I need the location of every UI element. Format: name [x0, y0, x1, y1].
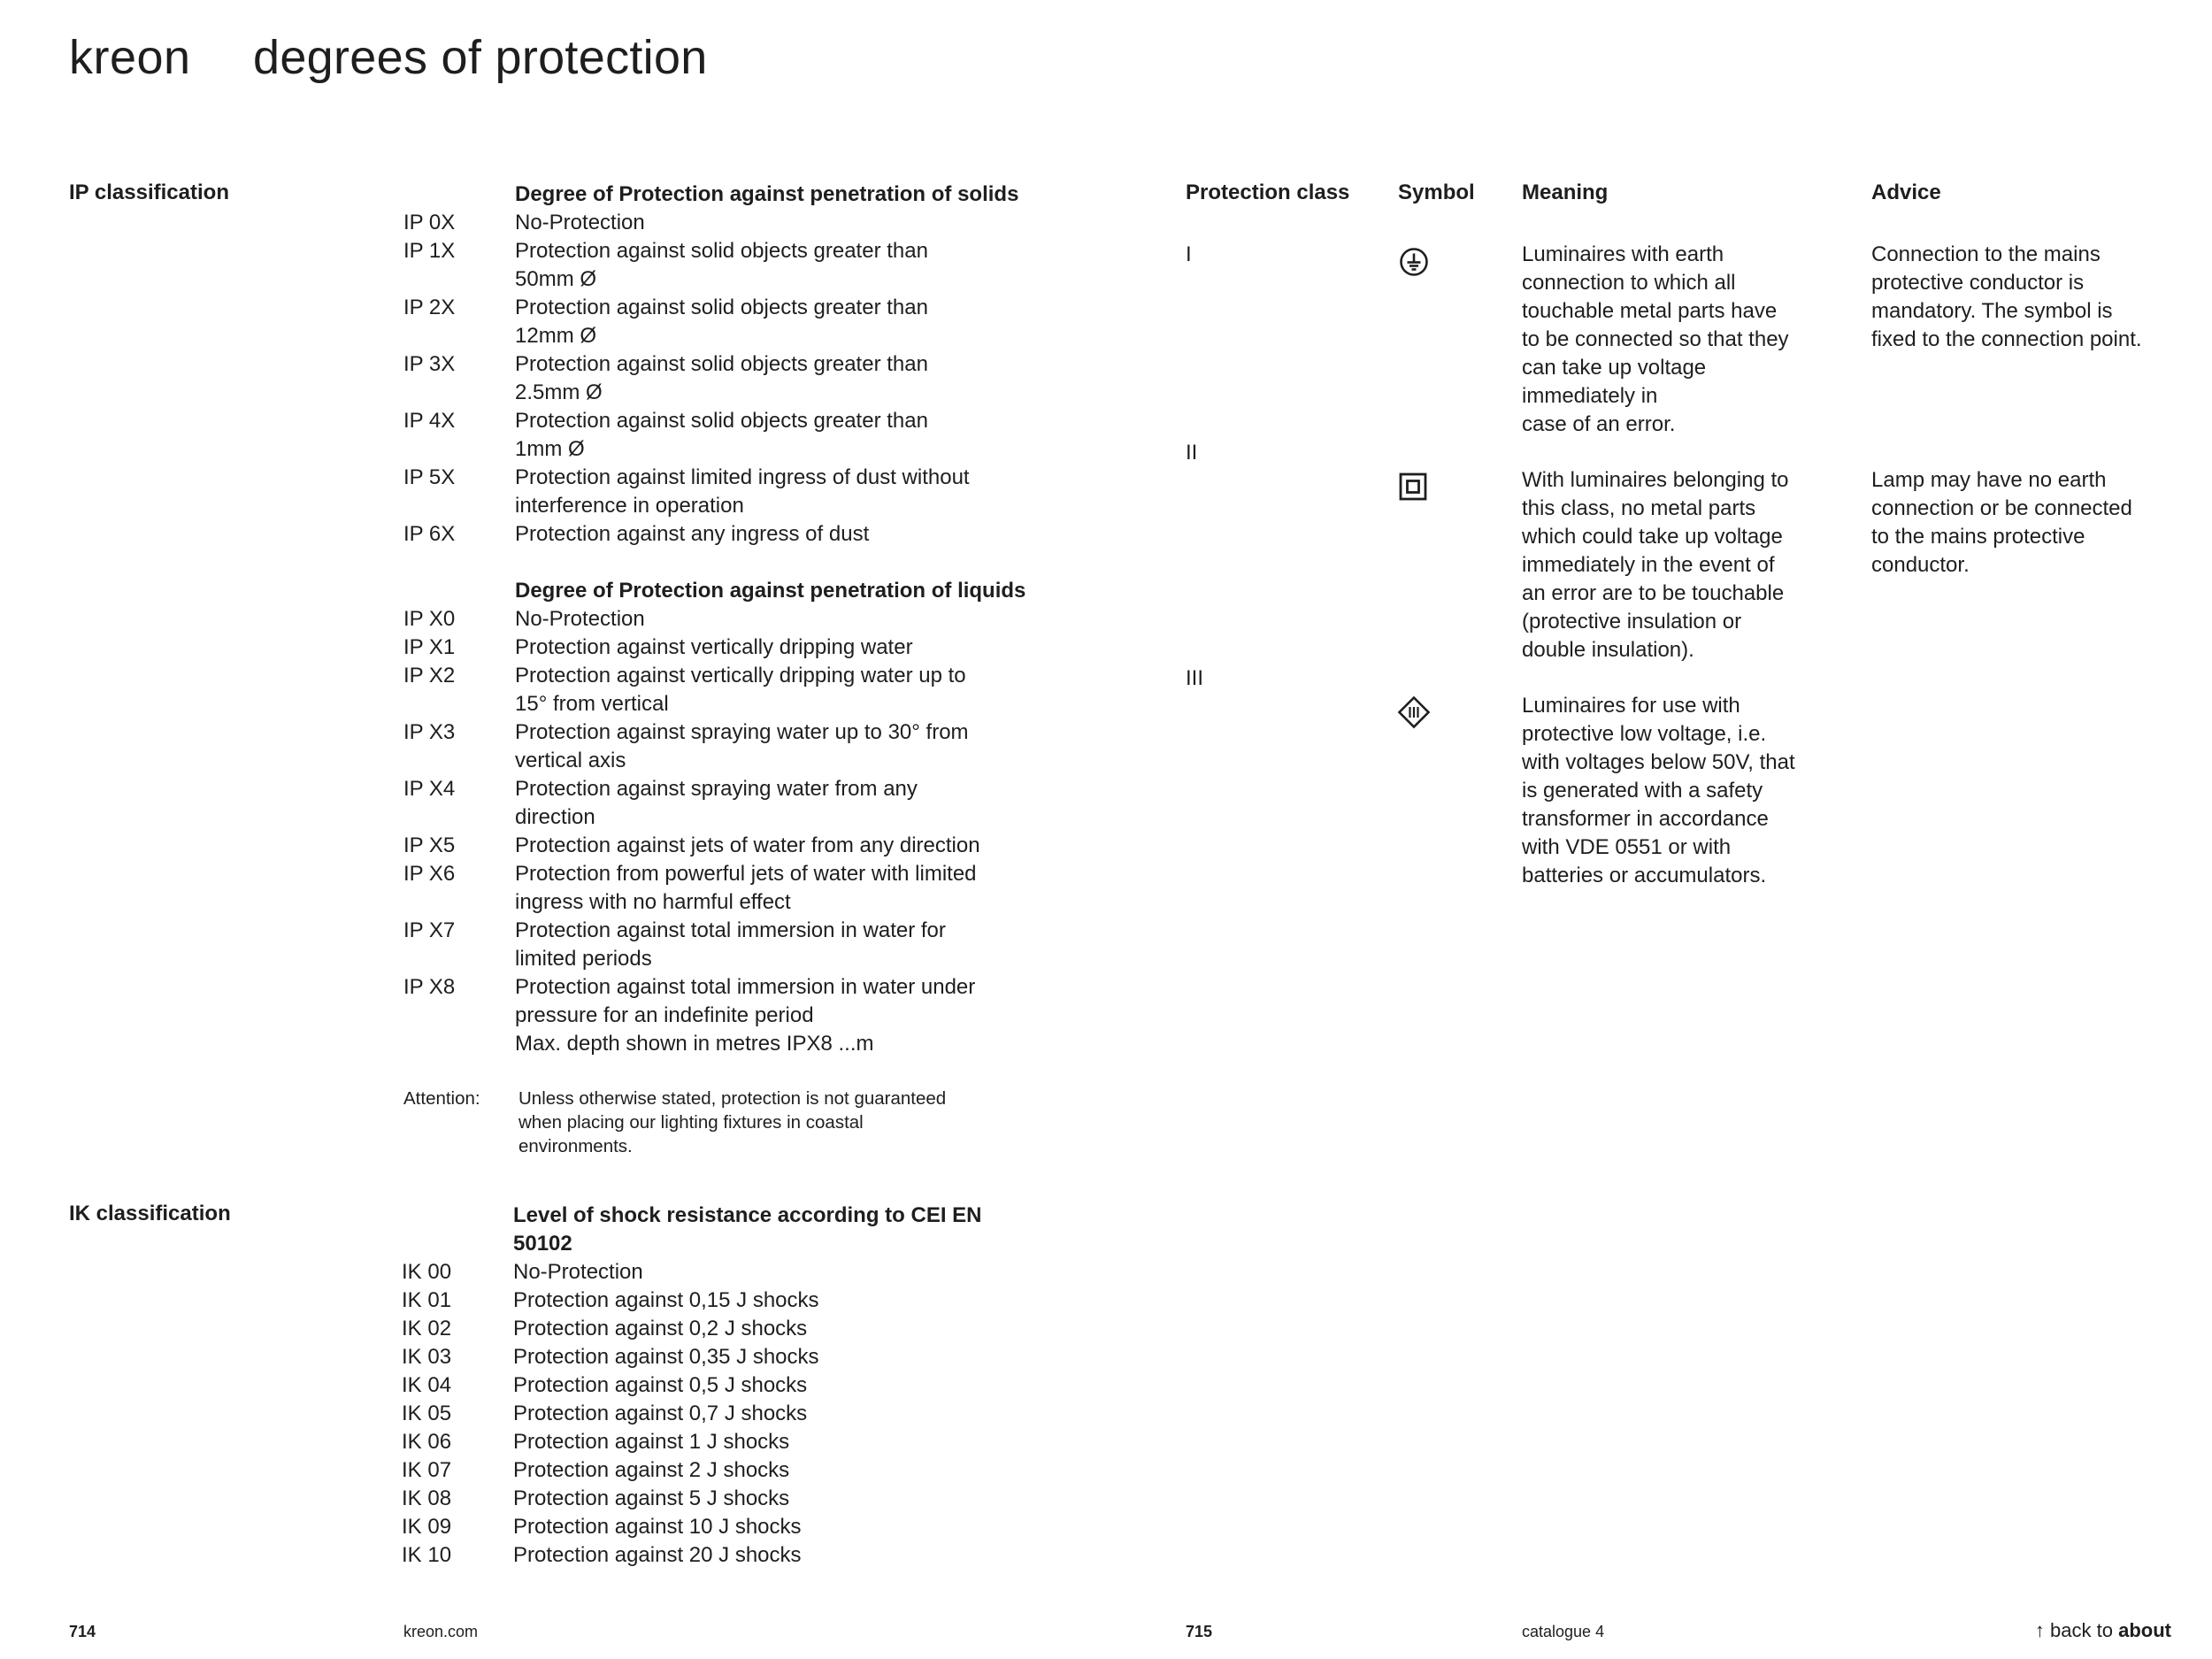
table-row [403, 520, 1094, 549]
ik-code: IK 06 [402, 1430, 452, 1454]
ip-description [515, 634, 1094, 662]
meaning-line: Luminaires for use with [1522, 694, 1740, 718]
ip-description [515, 917, 1094, 973]
meaning-line: touchable metal parts have [1522, 299, 1778, 323]
meaning-line: case of an error. [1522, 412, 1676, 436]
website-link[interactable]: kreon.com [403, 1623, 479, 1640]
desc-line: pressure for an indefinite period [515, 1003, 814, 1027]
desc-line: 1mm Ø [515, 437, 585, 461]
ip-description [515, 407, 1094, 464]
ik-code: IK 00 [402, 1260, 452, 1284]
ik-description: Protection against 0,15 J shocks [513, 1288, 819, 1312]
ip-description [515, 860, 1094, 917]
desc-line: No-Protection [515, 607, 645, 631]
desc-line: Protection against solid objects greater than [515, 296, 928, 319]
table-row [403, 294, 1094, 350]
page-number-left: 714 [69, 1623, 96, 1640]
ik-description: Protection against 10 J shocks [513, 1515, 802, 1539]
desc-line: 15° from vertical [515, 692, 669, 716]
ik-code: IK 01 [402, 1288, 452, 1312]
back-to-text: back to [2050, 1619, 2113, 1641]
ik-description: Protection against 0,5 J shocks [513, 1373, 808, 1397]
ip-description [515, 209, 1094, 237]
desc-line: Protection against spraying water from any [515, 777, 918, 801]
ip-code: IP 6X [403, 522, 456, 546]
ip-description [515, 237, 1094, 294]
class-2-advice [1871, 466, 2199, 580]
meaning-line: Luminaires with earth [1522, 242, 1724, 266]
ip-code: IP X0 [403, 607, 456, 631]
ip-code: IP X7 [403, 918, 456, 942]
desc-line: Protection against solid objects greater than [515, 352, 928, 376]
page-number-right: 715 [1186, 1623, 1213, 1640]
desc-line: ingress with no harmful effect [515, 890, 791, 914]
meaning-line: immediately in the event of [1522, 553, 1775, 577]
attention-label: Attention: [403, 1088, 480, 1109]
class-1-meaning [1522, 241, 1840, 439]
advice-line: protective conductor is [1871, 271, 2085, 295]
desc-line: Protection against total immersion in water under [515, 975, 976, 999]
ik-code: IK 09 [402, 1515, 452, 1539]
ik-heading-line: Level of shock resistance according to CEI EN [513, 1203, 982, 1227]
ik-code: IK 08 [402, 1486, 452, 1510]
ip-code: IP X8 [403, 975, 456, 999]
table-row [403, 860, 1094, 917]
ip-code: IP X2 [403, 664, 456, 687]
ik-description: No-Protection [513, 1260, 643, 1284]
ip-code: IP X3 [403, 720, 456, 744]
ip-description [515, 464, 1094, 520]
desc-line: Protection against vertically dripping water up to [515, 664, 966, 687]
table-row [402, 1286, 1092, 1315]
ip-code: IP X4 [403, 777, 456, 801]
meaning-line: transformer in accordance [1522, 807, 1769, 831]
ik-description: Protection against 1 J shocks [513, 1430, 790, 1454]
table-row [403, 605, 1094, 634]
table-row [403, 973, 1094, 1058]
advice-line: to the mains protective [1871, 525, 2085, 549]
protection-class-2: II [1186, 441, 1198, 465]
meaning-line: is generated with a safety [1522, 779, 1763, 803]
attention-note [403, 1087, 1094, 1158]
ip-table [403, 180, 1094, 1058]
advice-line: mandatory. The symbol is [1871, 299, 2113, 323]
desc-line: Protection against vertically dripping water [515, 635, 913, 659]
ik-heading [513, 1202, 1092, 1258]
desc-line: 2.5mm Ø [515, 380, 603, 404]
ip-description [515, 294, 1094, 350]
table-row [402, 1315, 1092, 1343]
desc-line: Protection against limited ingress of dust without [515, 465, 970, 489]
arrow-up-icon: ↑ [2034, 1619, 2045, 1641]
table-row [402, 1485, 1092, 1513]
ik-code: IK 02 [402, 1317, 452, 1340]
ip-code: IP 4X [403, 409, 456, 433]
solids-heading: Degree of Protection against penetration of solids [515, 182, 1019, 206]
meaning-line: an error are to be touchable [1522, 581, 1785, 605]
table-row [402, 1428, 1092, 1456]
desc-line: Protection against solid objects greater than [515, 239, 928, 263]
desc-line: 12mm Ø [515, 324, 597, 348]
class-1-advice [1871, 241, 2199, 354]
table-row [402, 1258, 1092, 1286]
table-row [402, 1371, 1092, 1400]
ip-code: IP 1X [403, 239, 456, 263]
ip-description [515, 662, 1094, 718]
meaning-line: connection to which all [1522, 271, 1736, 295]
meaning-line: with VDE 0551 or with [1522, 835, 1732, 859]
earth-ground-icon [1399, 247, 1429, 277]
ip-code: IP X6 [403, 862, 456, 886]
table-row [402, 1343, 1092, 1371]
ip-code: IP X5 [403, 833, 456, 857]
meaning-line: (protective insulation or [1522, 610, 1742, 634]
double-insulation-icon [1399, 472, 1427, 501]
desc-line: direction [515, 805, 595, 829]
liquids-heading: Degree of Protection against penetration of liquids [515, 579, 1026, 603]
desc-line: limited periods [515, 947, 652, 971]
ip-code: IP 5X [403, 465, 456, 489]
ip-description [515, 832, 1094, 860]
advice-line: Connection to the mains [1871, 242, 2101, 266]
col-header-protection-class: Protection class [1186, 180, 1350, 204]
desc-line: No-Protection [515, 211, 645, 234]
meaning-line: With luminaires belonging to [1522, 468, 1789, 492]
desc-line: Protection against any ingress of dust [515, 522, 870, 546]
desc-line: Protection against solid objects greater than [515, 409, 928, 433]
table-row [403, 718, 1094, 775]
ik-code: IK 05 [402, 1402, 452, 1425]
table-row [403, 917, 1094, 973]
meaning-line: with voltages below 50V, that [1522, 750, 1795, 774]
table-row [402, 1456, 1092, 1485]
desc-line: Protection against spraying water up to 30° from [515, 720, 969, 744]
ik-classification-label: IK classification [69, 1202, 231, 1225]
protection-class-1: I [1186, 242, 1192, 266]
meaning-line: which could take up voltage [1522, 525, 1783, 549]
solids-heading-row [403, 180, 1094, 209]
ik-description: Protection against 0,2 J shocks [513, 1317, 808, 1340]
ip-code: IP X1 [403, 635, 456, 659]
safety-low-voltage-icon [1397, 695, 1431, 729]
ip-code: IP 2X [403, 296, 456, 319]
ik-description: Protection against 0,35 J shocks [513, 1345, 819, 1369]
advice-line: connection or be connected [1871, 496, 2132, 520]
ik-description: Protection against 20 J shocks [513, 1543, 802, 1567]
attention-line: when placing our lighting fixtures in coastal [518, 1112, 864, 1133]
table-row [403, 464, 1094, 520]
table-row [403, 775, 1094, 832]
attention-line: Unless otherwise stated, protection is not guaranteed [518, 1088, 947, 1109]
table-row [403, 634, 1094, 662]
col-header-advice: Advice [1871, 180, 1941, 204]
ip-description [515, 973, 1094, 1058]
advice-line: Lamp may have no earth [1871, 468, 2107, 492]
ik-description: Protection against 5 J shocks [513, 1486, 790, 1510]
class-2-meaning [1522, 466, 1858, 664]
liquids-heading-row [403, 577, 1094, 605]
meaning-line: double insulation). [1522, 638, 1694, 662]
ik-description: Protection against 2 J shocks [513, 1458, 790, 1482]
ik-code: IK 07 [402, 1458, 452, 1482]
desc-line: interference in operation [515, 494, 744, 518]
table-row [402, 1541, 1092, 1570]
meaning-line: can take up voltage [1522, 356, 1707, 380]
ik-code: IK 10 [402, 1543, 452, 1567]
meaning-line: to be connected so that they [1522, 327, 1789, 351]
advice-line: fixed to the connection point. [1871, 327, 2142, 351]
attention-text [518, 1087, 946, 1158]
class-3-meaning [1522, 692, 1858, 890]
ip-description [515, 775, 1094, 832]
meaning-line: protective low voltage, i.e. [1522, 722, 1767, 746]
table-row [403, 832, 1094, 860]
meaning-line: immediately in [1522, 384, 1658, 408]
desc-line: vertical axis [515, 749, 626, 772]
protection-class-3: III [1186, 666, 1204, 690]
desc-line: Protection against total immersion in water for [515, 918, 946, 942]
ik-table [402, 1202, 1092, 1570]
brand-logo: kreon [69, 31, 191, 84]
advice-line: conductor. [1871, 553, 1970, 577]
meaning-line: batteries or accumulators. [1522, 864, 1767, 887]
catalogue-label: catalogue 4 [1522, 1623, 1605, 1640]
table-row [403, 662, 1094, 718]
attention-line: environments. [518, 1136, 633, 1156]
ip-description [515, 520, 1094, 549]
table-row [402, 1513, 1092, 1541]
desc-line: Protection against jets of water from any direction [515, 833, 980, 857]
ik-heading-row [402, 1202, 1092, 1258]
col-header-meaning: Meaning [1522, 180, 1609, 204]
ip-description [515, 350, 1094, 407]
table-row [403, 407, 1094, 464]
table-row [403, 350, 1094, 407]
ip-description [515, 605, 1094, 634]
ik-heading-line: 50102 [513, 1232, 572, 1256]
ip-code: IP 0X [403, 211, 456, 234]
ik-description: Protection against 0,7 J shocks [513, 1402, 808, 1425]
desc-line: Protection from powerful jets of water with limited [515, 862, 977, 886]
ik-code: IK 04 [402, 1373, 452, 1397]
desc-line: 50mm Ø [515, 267, 597, 291]
back-target: about [2118, 1619, 2171, 1641]
ip-classification-label: IP classification [69, 180, 229, 204]
meaning-line: this class, no metal parts [1522, 496, 1756, 520]
table-row [403, 209, 1094, 237]
desc-line: Max. depth shown in metres IPX8 ...m [515, 1032, 874, 1056]
table-row [402, 1400, 1092, 1428]
ik-code: IK 03 [402, 1345, 452, 1369]
back-to-about-link[interactable] [2035, 1619, 2171, 1642]
col-header-symbol: Symbol [1398, 180, 1475, 204]
ip-code: IP 3X [403, 352, 456, 376]
page-title: degrees of protection [253, 31, 708, 84]
table-row [403, 237, 1094, 294]
ip-description [515, 718, 1094, 775]
